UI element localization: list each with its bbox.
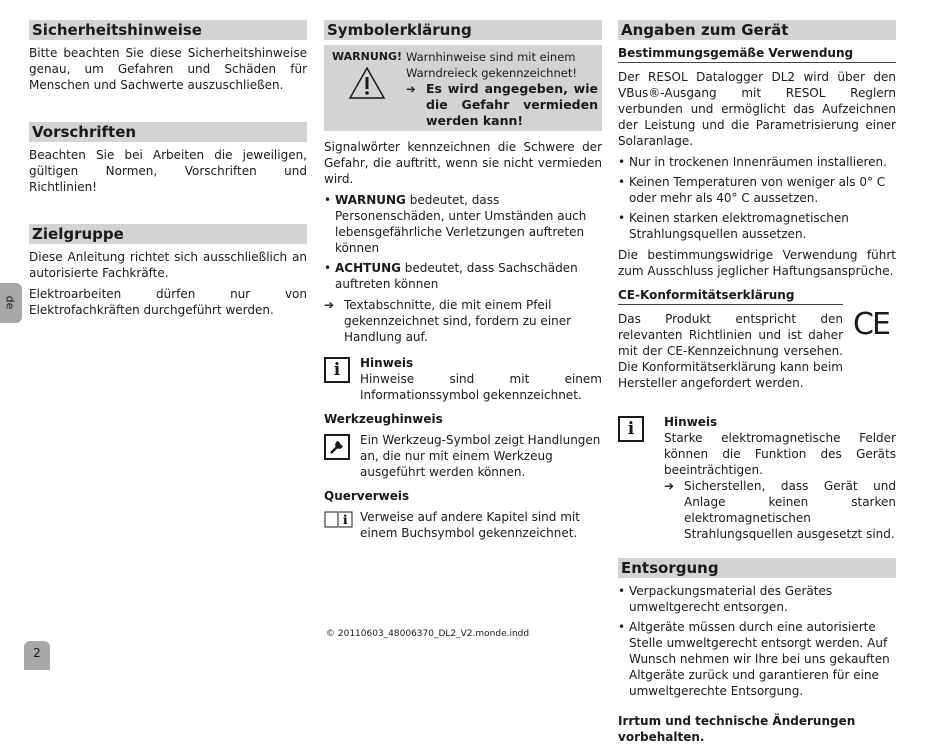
hinweis-block — [324, 355, 602, 403]
heading-symbolerklaerung: Symbolerklärung — [324, 20, 602, 40]
list-item: • Altgeräte müssen durch eine autorisierte Stelle umweltgerecht entsorgt werden. Auf Wunsch nehmen wir Ihre bei uns gekauften Altgeräte zurück und garantieren für eine umweltgerechte Entsorgung. — [618, 619, 896, 699]
hinweis-block — [618, 414, 896, 542]
column-left — [29, 20, 307, 323]
paragraph: Elektroarbeiten dürfen nur von Elektrofachkräften durchgeführt werden. — [29, 287, 307, 317]
hinweis-title: Hinweis — [664, 415, 718, 429]
heading-zielgruppe: Zielgruppe — [29, 224, 307, 244]
book-icon — [324, 509, 354, 529]
heading-angaben-zum-geraet: Angaben zum Gerät — [618, 20, 896, 40]
arrow-icon: ➔ — [324, 298, 335, 312]
hinweis-action: Sicherstellen, dass Gerät und Anlage keinen starken elektromagnetischen Strahlungsquellen ausgesetzt sind. — [684, 479, 896, 541]
arrow-text: Textabschnitte, die mit einem Pfeil gekennzeichnet sind, fordern zu einer Handlung auf. — [344, 298, 572, 344]
hinweis-title: Hinweis — [360, 356, 414, 370]
list-item: • Keinen starken elektromagnetischen Strahlungsquellen aussetzen. — [618, 210, 896, 242]
disclaimer: Irrtum und technische Änderungen vorbehalten. — [618, 714, 856, 744]
page-number: 2 — [24, 641, 50, 670]
warning-label: WARNUNG! — [331, 50, 402, 63]
warning-text: Warnhinweise sind mit einem Warndreieck gekennzeichnet! — [406, 50, 577, 80]
ce-block — [618, 307, 896, 396]
hinweis-text: Starke elektromagnetische Felder können die Funktion des Geräts beeinträchtigen. — [664, 431, 896, 477]
info-icon: i — [324, 357, 350, 383]
warning-box — [324, 45, 602, 131]
column-right — [618, 20, 896, 745]
hinweis-text: Hinweise sind mit einem Informationssymbol gekennzeichnet. — [360, 372, 602, 402]
list-item: • Keinen Temperaturen von weniger als 0° C oder mehr als 40° C aussetzen. — [618, 174, 896, 206]
info-icon: i — [618, 416, 644, 442]
signal-text: Signalwörter kennzeichnen die Schwere der Gefahr, die auftritt, wenn sie nicht vermieden wird. — [324, 140, 602, 186]
warning-action: Es wird angegeben, wie die Gefahr vermieden werden kann! — [426, 81, 598, 128]
arrow-icon: ➔ — [406, 82, 416, 96]
heading-vorschriften: Vorschriften — [29, 122, 307, 142]
arrow-icon: ➔ — [664, 479, 675, 493]
list-item: • WARNUNG bedeutet, dass Personenschäden, unter Umständen auch lebensgefährliche Verletzungen auftreten können — [324, 192, 602, 256]
werkzeug-text: Ein Werkzeug-Symbol zeigt Handlungen an, die nur mit einem Werkzeug ausgeführt werden können. — [360, 433, 601, 479]
ce-text: Das Produkt entspricht den relevanten Richtlinien und ist daher mit der CE-Kennzeichnung versehen. Die Konformitätserklärung kann beim Hersteller angefordert werden. — [618, 312, 843, 390]
usage-closing: Die bestimmungswidrige Verwendung führt zum Ausschluss jeglicher Haftungsansprüche. — [618, 248, 896, 278]
querverweis-text: Verweise auf andere Kapitel sind mit einem Buchsymbol gekennzeichnet. — [360, 510, 580, 540]
paragraph: Beachten Sie bei Arbeiten die jeweiligen, gültigen Normen, Vorschriften und Richtlinien! — [29, 148, 307, 194]
usage-text: Der RESOL Datalogger DL2 wird über den VBus®-Ausgang mit RESOL Reglern verbunden und ermöglicht das Aufzeichnen der Leistung und die Parametrisierung einer Solaranlage. — [618, 70, 896, 148]
list-item: • ACHTUNG bedeutet, dass Sachschäden auftreten können — [324, 260, 602, 292]
heading-entsorgung: Entsorgung — [618, 558, 896, 578]
werkzeug-block — [324, 432, 602, 480]
list-item: • Nur in trockenen Innenräumen installieren. — [618, 154, 896, 170]
heading-ce-konformitaet: CE-Konformitätserklärung — [618, 287, 843, 305]
querverweis-block — [324, 509, 602, 541]
list-item: • Verpackungsmaterial des Gerätes umweltgerecht entsorgen. — [618, 583, 896, 615]
footer-filename: © 20110603_48006370_DL2_V2.monde.indd — [326, 629, 530, 639]
column-middle — [324, 20, 602, 549]
wrench-icon — [324, 434, 350, 460]
heading-werkzeughinweis: Werkzeughinweis — [324, 412, 443, 426]
svg-text:i: i — [343, 513, 348, 527]
paragraph: Bitte beachten Sie diese Sicherheitshinweise genau, um Gefahren und Schäden für Menschen und Sachwerte auszuschließen. — [29, 46, 307, 92]
warning-triangle-icon — [347, 65, 387, 101]
language-tab: de — [0, 283, 22, 323]
paragraph: Diese Anleitung richtet sich ausschließlich an autorisierte Fachkräfte. — [29, 250, 307, 280]
heading-bestimmungsgemaesse-verwendung: Bestimmungsgemäße Verwendung — [618, 45, 896, 63]
heading-querverweis: Querverweis — [324, 489, 410, 503]
ce-mark-icon: CE — [853, 307, 889, 342]
heading-sicherheitshinweise: Sicherheitshinweise — [29, 20, 307, 40]
